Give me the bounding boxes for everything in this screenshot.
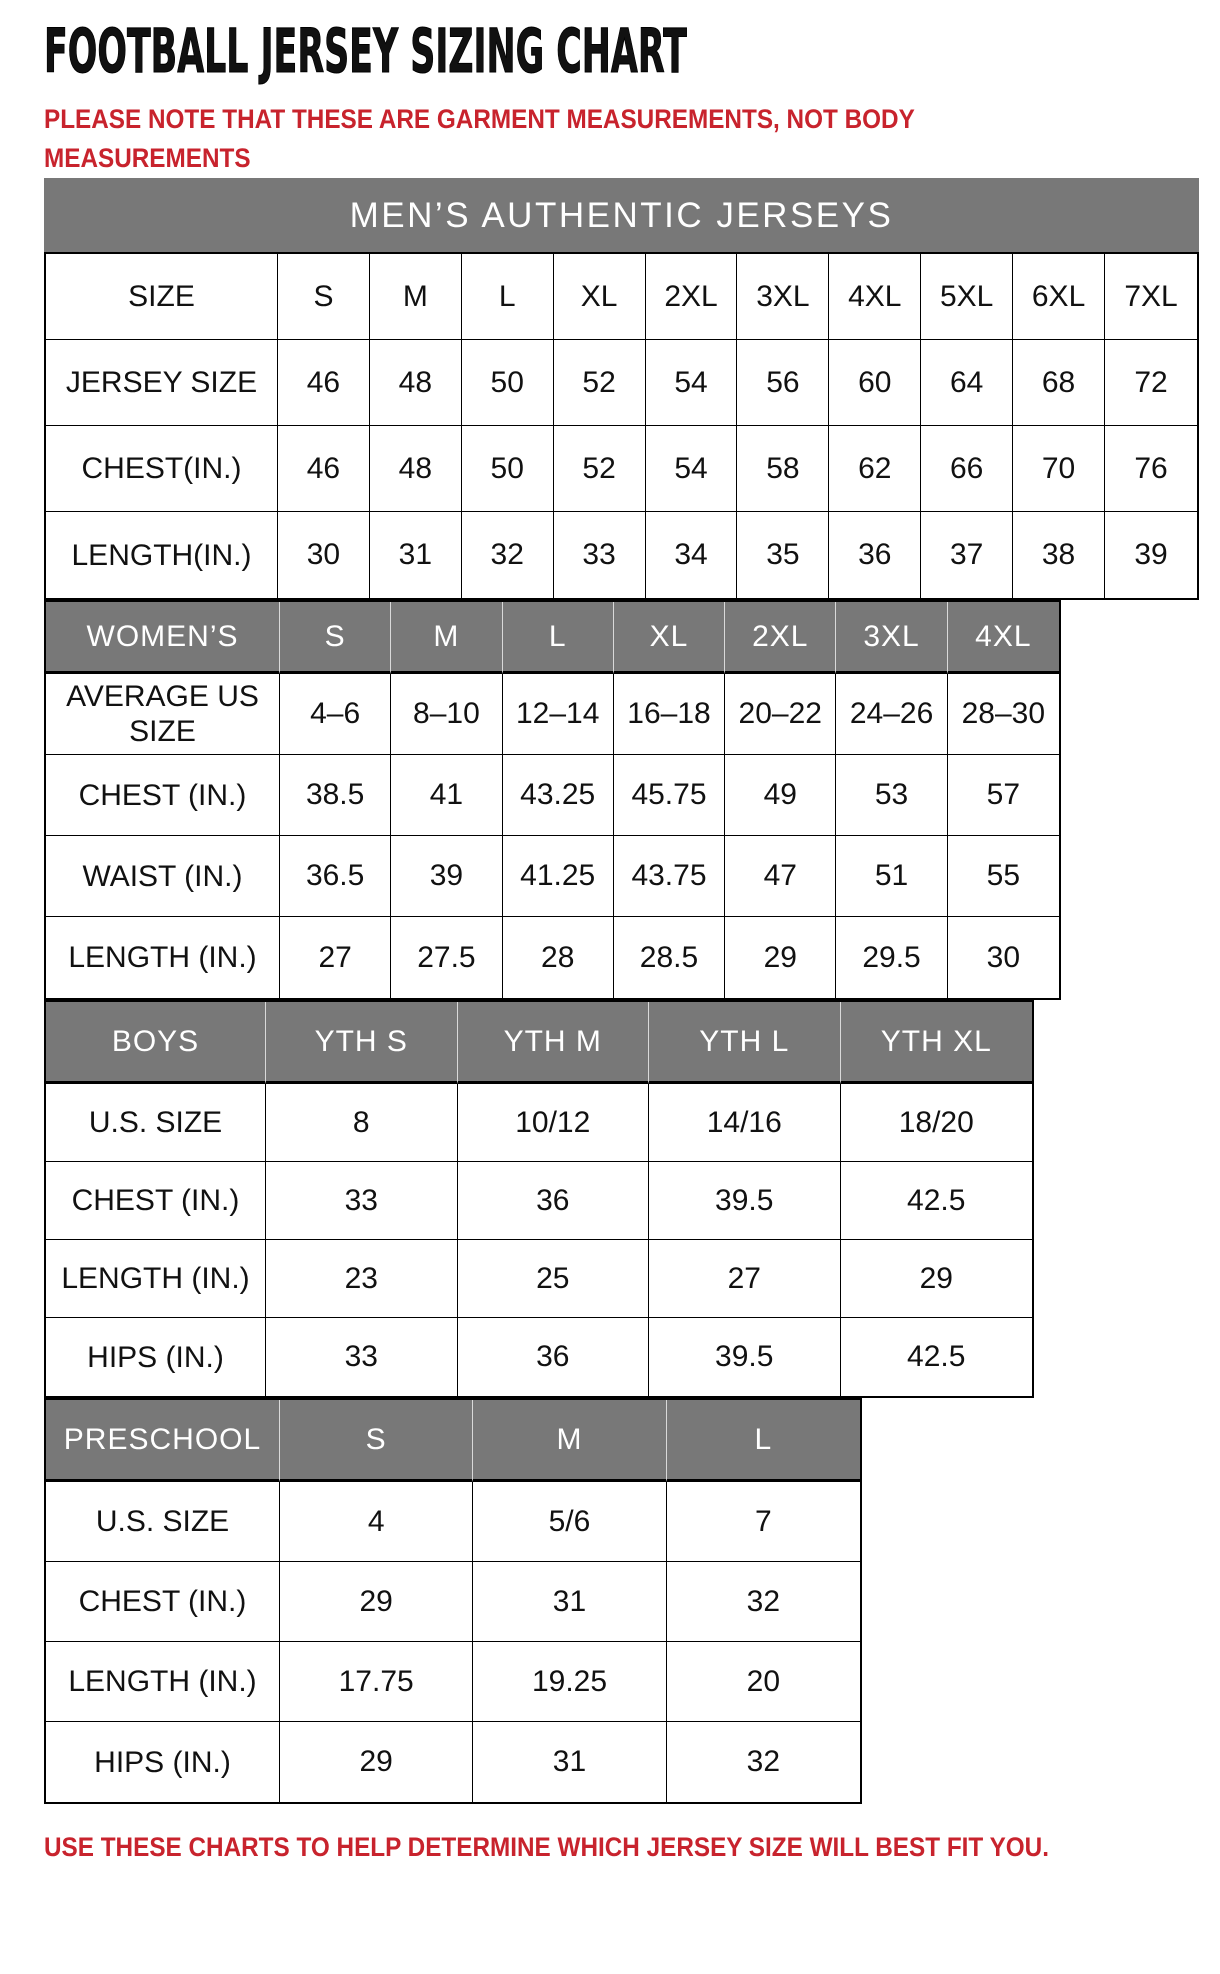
- size-value-cell: 17.75: [280, 1642, 473, 1722]
- size-value-cell: 28: [503, 917, 614, 998]
- table-row: [46, 1318, 1032, 1396]
- size-value-cell: 49: [725, 755, 836, 836]
- size-value-cell: 54: [646, 426, 738, 512]
- size-value-cell: 43.25: [503, 755, 614, 836]
- size-value-cell: 32: [667, 1562, 860, 1642]
- size-column-header: YTH XL: [841, 1002, 1033, 1084]
- size-value-cell: 32: [746, 1745, 781, 1779]
- page-title-text: FOOTBALL JERSEY SIZING CHART: [44, 15, 687, 87]
- size-value-cell: 42.5: [907, 1340, 966, 1374]
- table-row: [46, 340, 1197, 426]
- row-label: CHEST(IN.): [46, 426, 278, 512]
- size-column-header: YTH L: [649, 1002, 841, 1084]
- size-value-cell: 30: [986, 940, 1021, 974]
- size-value-cell: 16–18: [614, 674, 725, 755]
- size-value-cell: 8: [266, 1084, 458, 1162]
- size-value-cell: 20–22: [725, 674, 836, 755]
- size-value-cell: 47: [725, 836, 836, 917]
- size-value-cell: 12–14: [503, 674, 614, 755]
- size-value-cell: 36: [458, 1162, 650, 1240]
- size-value-cell: 54: [646, 340, 738, 426]
- size-column-header: S: [280, 602, 391, 674]
- size-value-cell: 56: [737, 340, 829, 426]
- size-column-header: 7XL: [1105, 254, 1197, 340]
- size-value-cell: 36: [458, 1318, 650, 1396]
- size-column-header: 3XL: [836, 602, 947, 674]
- size-value-cell: 53: [836, 755, 947, 836]
- size-value-cell: 76: [1105, 426, 1197, 512]
- boys-section: [44, 1000, 1200, 1398]
- size-column-header: S: [278, 254, 370, 340]
- size-value-cell: 30: [278, 512, 370, 598]
- garment-measurements-note: [44, 100, 1200, 178]
- table-row: [46, 1722, 860, 1802]
- womens-section: [44, 600, 1200, 1000]
- size-value-cell: 31: [473, 1562, 666, 1642]
- size-column-header: L: [667, 1400, 860, 1482]
- boys-corner-label: BOYS: [46, 1002, 266, 1084]
- size-value-cell: 35: [737, 512, 829, 598]
- row-label: HIPS (IN.): [46, 1318, 266, 1396]
- size-value-cell: 62: [829, 426, 921, 512]
- size-value-cell: 27.5: [391, 917, 502, 998]
- row-label: LENGTH (IN.): [46, 1642, 280, 1722]
- size-value-cell: 39.5: [649, 1318, 841, 1396]
- size-column-header: 4XL: [829, 254, 921, 340]
- size-value-cell: 19.25: [473, 1642, 666, 1722]
- footer-note-text: USE THESE CHARTS TO HELP DETERMINE WHICH JERSEY SIZE WILL BEST FIT YOU.: [44, 1832, 1049, 1863]
- size-value-cell: 50: [462, 340, 554, 426]
- size-column-header: XL: [554, 254, 646, 340]
- size-column-header: M: [370, 254, 462, 340]
- size-value-cell: 42.5: [841, 1162, 1033, 1240]
- row-label: CHEST (IN.): [46, 1162, 266, 1240]
- size-value-cell: 29.5: [836, 917, 947, 998]
- size-value-cell: 23: [266, 1240, 458, 1318]
- size-value-cell: 25: [458, 1240, 650, 1318]
- garment-measurements-note-text: PLEASE NOTE THAT THESE ARE GARMENT MEASUREMENTS, NOT BODY MEASUREMENTS: [44, 104, 915, 174]
- size-header-row: [46, 602, 1059, 674]
- row-label: U.S. SIZE: [46, 1084, 266, 1162]
- size-header-row: [46, 1002, 1032, 1084]
- size-column-header: 2XL: [646, 254, 738, 340]
- row-label: WAIST (IN.): [46, 836, 280, 917]
- size-value-cell: 48: [370, 340, 462, 426]
- size-column-header: M: [391, 602, 502, 674]
- womens-size-table: [44, 600, 1061, 1000]
- size-value-cell: 4–6: [280, 674, 391, 755]
- size-column-header: 5XL: [921, 254, 1013, 340]
- size-value-cell: 48: [370, 426, 462, 512]
- size-value-cell: 29: [280, 1722, 473, 1802]
- table-row: [46, 512, 1197, 598]
- size-value-cell: 46: [278, 426, 370, 512]
- mens-table-banner: MEN’S AUTHENTIC JERSEYS: [44, 178, 1199, 252]
- size-value-cell: 50: [462, 426, 554, 512]
- row-label: LENGTH(IN.): [46, 512, 278, 598]
- size-value-cell: 58: [737, 426, 829, 512]
- footer-note: [44, 1832, 1200, 1863]
- size-value-cell: 28–30: [948, 674, 1059, 755]
- size-value-cell: 41: [391, 755, 502, 836]
- size-value-cell: 29: [725, 917, 836, 998]
- size-value-cell: 36.5: [280, 836, 391, 917]
- size-value-cell: 14/16: [649, 1084, 841, 1162]
- size-value-cell: 28.5: [614, 917, 725, 998]
- size-value-cell: 24–26: [836, 674, 947, 755]
- size-value-cell: 70: [1013, 426, 1105, 512]
- table-row: [46, 755, 1059, 836]
- table-row: [46, 1482, 860, 1562]
- row-label: CHEST (IN.): [46, 755, 280, 836]
- table-row: [46, 1240, 1032, 1318]
- size-value-cell: 64: [921, 340, 1013, 426]
- size-value-cell: 4: [280, 1482, 473, 1562]
- size-column-header: M: [473, 1400, 666, 1482]
- size-value-cell: 18/20: [841, 1084, 1033, 1162]
- size-value-cell: 60: [829, 340, 921, 426]
- size-value-cell: 31: [370, 512, 462, 598]
- size-value-cell: 8–10: [391, 674, 502, 755]
- size-row: [46, 254, 1197, 340]
- size-column-header: YTH S: [266, 1002, 458, 1084]
- size-value-cell: 27: [280, 917, 391, 998]
- page-title: [44, 15, 1200, 88]
- preschool-size-table: [44, 1398, 862, 1804]
- size-value-cell: 52: [554, 340, 646, 426]
- size-value-cell: 34: [646, 512, 738, 598]
- size-value-cell: 52: [554, 426, 646, 512]
- size-column-header: XL: [614, 602, 725, 674]
- womens-corner-label: WOMEN’S: [46, 602, 280, 674]
- size-value-cell: 33: [266, 1162, 458, 1240]
- table-row: [46, 836, 1059, 917]
- size-value-cell: 27: [649, 1240, 841, 1318]
- size-value-cell: 43.75: [614, 836, 725, 917]
- size-column-header: L: [462, 254, 554, 340]
- size-value-cell: 29: [841, 1240, 1033, 1318]
- boys-size-table: [44, 1000, 1034, 1398]
- size-value-cell: 33: [266, 1318, 458, 1396]
- row-label: AVERAGE US SIZE: [46, 674, 280, 755]
- size-value-cell: 39: [391, 836, 502, 917]
- size-value-cell: 20: [667, 1642, 860, 1722]
- size-value-cell: 46: [278, 340, 370, 426]
- size-value-cell: 37: [921, 512, 1013, 598]
- size-value-cell: 38.5: [280, 755, 391, 836]
- table-row: [46, 1562, 860, 1642]
- size-value-cell: 32: [462, 512, 554, 598]
- row-label: CHEST (IN.): [46, 1562, 280, 1642]
- size-value-cell: 7: [667, 1482, 860, 1562]
- size-column-header: S: [280, 1400, 473, 1482]
- size-header-row: [46, 1400, 860, 1482]
- size-value-cell: 38: [1013, 512, 1105, 598]
- table-row: [46, 1162, 1032, 1240]
- size-value-cell: 66: [921, 426, 1013, 512]
- row-label: U.S. SIZE: [46, 1482, 280, 1562]
- size-value-cell: 10/12: [458, 1084, 650, 1162]
- size-column-header: L: [503, 602, 614, 674]
- size-value-cell: 41.25: [503, 836, 614, 917]
- size-value-cell: 39: [1134, 538, 1168, 572]
- size-value-cell: 29: [280, 1562, 473, 1642]
- size-column-header: 6XL: [1013, 254, 1105, 340]
- size-value-cell: 5/6: [473, 1482, 666, 1562]
- size-value-cell: 33: [554, 512, 646, 598]
- size-value-cell: 39.5: [649, 1162, 841, 1240]
- size-value-cell: 72: [1105, 340, 1197, 426]
- size-value-cell: 68: [1013, 340, 1105, 426]
- mens-size-table: [44, 252, 1199, 600]
- size-value-cell: 36: [829, 512, 921, 598]
- preschool-section: [44, 1398, 1200, 1804]
- size-column-header: YTH M: [458, 1002, 650, 1084]
- row-label: LENGTH (IN.): [46, 917, 280, 998]
- size-column-header: 2XL: [725, 602, 836, 674]
- mens-authentic-jerseys-section: [44, 178, 1200, 600]
- size-value-cell: 45.75: [614, 755, 725, 836]
- table-row: [46, 426, 1197, 512]
- row-label: LENGTH (IN.): [46, 1240, 266, 1318]
- table-row: [46, 1084, 1032, 1162]
- table-row: [46, 917, 1059, 998]
- size-value-cell: 51: [836, 836, 947, 917]
- preschool-corner-label: PRESCHOOL: [46, 1400, 280, 1482]
- row-label: HIPS (IN.): [46, 1722, 280, 1802]
- size-value-cell: 55: [948, 836, 1059, 917]
- row-label: SIZE: [46, 254, 278, 340]
- size-column-header: 4XL: [948, 602, 1059, 674]
- size-value-cell: 31: [473, 1722, 666, 1802]
- table-row: [46, 1642, 860, 1722]
- size-column-header: 3XL: [737, 254, 829, 340]
- table-row: [46, 674, 1059, 755]
- size-value-cell: 57: [948, 755, 1059, 836]
- row-label: JERSEY SIZE: [46, 340, 278, 426]
